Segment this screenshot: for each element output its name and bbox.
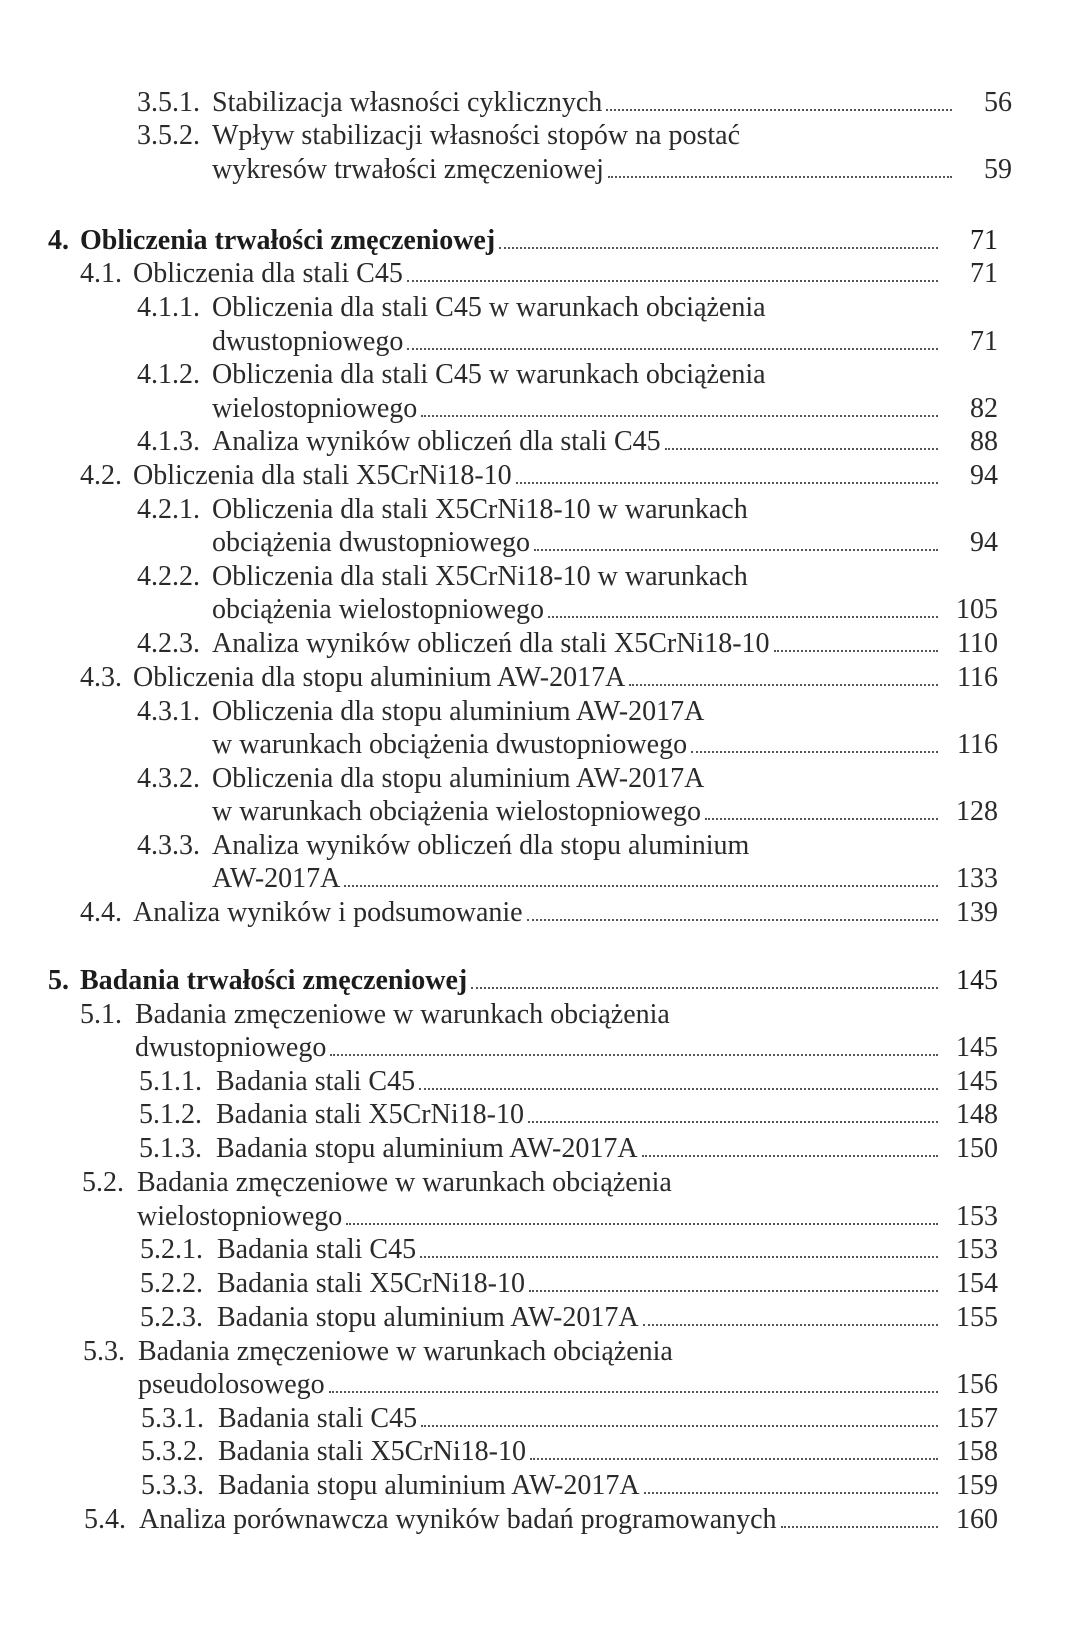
dot-leader bbox=[516, 482, 938, 484]
toc-entry-3-5-2-num: 3.5.2. bbox=[137, 120, 200, 151]
toc-page-number: 88 bbox=[970, 426, 998, 457]
toc-entry-4-3-3-num: 4.3.3. bbox=[137, 830, 200, 861]
toc-page-number: 157 bbox=[956, 1403, 998, 1434]
toc-entry-title: wielostopniowego bbox=[137, 1201, 343, 1232]
toc-entry-5-4[interactable] bbox=[139, 1503, 998, 1537]
toc-entry-4-2-1-title-line1: Obliczenia dla stali X5CrNi18-10 w warunkach bbox=[212, 494, 748, 525]
dot-leader bbox=[421, 1425, 938, 1427]
dot-leader bbox=[643, 1324, 938, 1326]
toc-entry-title: wykresów trwałości zmęczeniowej bbox=[212, 154, 604, 185]
dot-leader bbox=[629, 684, 938, 686]
toc-entry-title: Badania stali C45 bbox=[217, 1234, 417, 1265]
dot-leader bbox=[407, 348, 938, 350]
toc-entry-5-3-1-num: 5.3.1. bbox=[141, 1403, 204, 1434]
toc-entry-5-4-num: 5.4. bbox=[84, 1504, 126, 1535]
toc-entry-title: Analiza wyników obliczeń dla stali X5CrNi18-10 bbox=[212, 628, 770, 659]
toc-entry-4-1-num: 4.1. bbox=[80, 258, 122, 289]
toc-entry-5-1-1[interactable] bbox=[216, 1065, 998, 1099]
toc-entry-title: Obliczenia trwałości zmęczeniowej bbox=[80, 225, 496, 256]
toc-entry-title: dwustopniowego bbox=[135, 1032, 327, 1063]
toc-entry-title: Analiza porównawcza wyników badań programowanych bbox=[139, 1504, 777, 1535]
toc-entry-5-1-3-num: 5.1.3. bbox=[139, 1133, 202, 1164]
toc-entry-5-2-3-num: 5.2.3. bbox=[140, 1302, 203, 1333]
toc-entry-4-2-3[interactable] bbox=[212, 627, 998, 661]
toc-entry-title: Badania stopu aluminium AW-2017A bbox=[218, 1470, 640, 1501]
toc-page-number: 150 bbox=[956, 1133, 998, 1164]
toc-entry-title: w warunkach obciążenia wielostopniowego bbox=[212, 796, 702, 827]
toc-entry-title: Obliczenia dla stali C45 bbox=[133, 258, 403, 289]
toc-entry-4-3-2-num: 4.3.2. bbox=[137, 763, 200, 794]
dot-leader bbox=[330, 1054, 938, 1056]
dot-leader bbox=[705, 818, 938, 820]
toc-entry-4-2-1-num: 4.2.1. bbox=[137, 494, 200, 525]
toc-entry-title: Badania stali X5CrNi18-10 bbox=[218, 1436, 526, 1467]
dot-leader bbox=[781, 1526, 938, 1528]
toc-entry-3-5-1-num: 3.5.1. bbox=[137, 87, 200, 118]
toc-entry-title: Badania stali C45 bbox=[216, 1066, 416, 1097]
dot-leader bbox=[530, 1458, 938, 1460]
toc-entry-title: dwustopniowego bbox=[212, 326, 404, 357]
toc-entry-4-2-num: 4.2. bbox=[80, 460, 122, 491]
toc-entry-4-3-2-title-line1: Obliczenia dla stopu aluminium AW-2017A bbox=[212, 763, 705, 794]
toc-entry-3-5-2-title-line1: Wpływ stabilizacji własności stopów na postać bbox=[212, 120, 740, 151]
toc-entry-title: obciążenia dwustopniowego bbox=[212, 527, 531, 558]
toc-page-number: 133 bbox=[956, 863, 998, 894]
toc-entry-5-3-1[interactable] bbox=[218, 1402, 998, 1436]
toc-entry-5-3-3[interactable] bbox=[218, 1469, 998, 1503]
toc-entry-5-2-title-line1: Badania zmęczeniowe w warunkach obciążenia bbox=[137, 1167, 672, 1198]
toc-page-number: 145 bbox=[956, 1032, 998, 1063]
dot-leader bbox=[407, 280, 938, 282]
toc-entry-5-3-2-num: 5.3.2. bbox=[141, 1436, 204, 1467]
toc-entry-5-2-2-num: 5.2.2. bbox=[140, 1268, 203, 1299]
dot-leader bbox=[419, 1088, 938, 1090]
toc-chapter-4-num: 4. bbox=[48, 225, 69, 256]
toc-entry-4-2-3-num: 4.2.3. bbox=[137, 628, 200, 659]
toc-entry-5-1-1-num: 5.1.1. bbox=[139, 1066, 202, 1097]
toc-entry-5-1[interactable] bbox=[135, 1031, 998, 1065]
toc-entry-title: obciążenia wielostopniowego bbox=[212, 594, 545, 625]
toc-entry-4-3-1-title-line1: Obliczenia dla stopu aluminium AW-2017A bbox=[212, 696, 705, 727]
toc-page-number: 128 bbox=[956, 796, 998, 827]
toc-page-number: 145 bbox=[956, 965, 998, 996]
toc-entry-4-1-1[interactable] bbox=[212, 325, 998, 359]
toc-entry-title: wielostopniowego bbox=[212, 393, 418, 424]
toc-entry-5-1-num: 5.1. bbox=[80, 999, 122, 1030]
toc-entry-4-3-1[interactable] bbox=[212, 728, 998, 762]
toc-chapter-5[interactable] bbox=[80, 964, 998, 998]
toc-entry-5-1-2[interactable] bbox=[216, 1098, 998, 1132]
toc-chapter-4[interactable] bbox=[80, 224, 998, 258]
toc-page-number: 154 bbox=[956, 1268, 998, 1299]
toc-page-number: 71 bbox=[970, 225, 998, 256]
toc-entry-5-3-3-num: 5.3.3. bbox=[141, 1470, 204, 1501]
toc-entry-title: Badania stopu aluminium AW-2017A bbox=[216, 1133, 638, 1164]
toc-entry-4-3-3-title-line1: Analiza wyników obliczeń dla stopu aluminium bbox=[212, 830, 750, 861]
dot-leader bbox=[529, 1290, 938, 1292]
dot-leader bbox=[471, 987, 938, 989]
toc-entry-title: Obliczenia dla stopu aluminium AW-2017A bbox=[133, 662, 626, 693]
toc-entry-5-3-num: 5.3. bbox=[83, 1336, 125, 1367]
toc-page-number: 56 bbox=[984, 87, 1012, 118]
toc-entry-title: Badania stali X5CrNi18-10 bbox=[216, 1099, 524, 1130]
toc-entry-4-1-1-title-line1: Obliczenia dla stali C45 w warunkach obciążenia bbox=[212, 292, 766, 323]
toc-page-number: 116 bbox=[957, 729, 998, 760]
toc-entry-4-1-2[interactable] bbox=[212, 392, 998, 426]
toc-page-number: 71 bbox=[970, 258, 998, 289]
toc-entry-4-1[interactable] bbox=[133, 257, 998, 291]
toc-page-number: 158 bbox=[956, 1436, 998, 1467]
toc-entry-4-2-1[interactable] bbox=[212, 526, 998, 560]
toc-page-number: 153 bbox=[956, 1234, 998, 1265]
dot-leader bbox=[608, 176, 952, 178]
dot-leader bbox=[528, 1121, 938, 1123]
toc-entry-4-3-num: 4.3. bbox=[80, 662, 122, 693]
toc-entry-title: Badania stali C45 bbox=[218, 1403, 418, 1434]
toc-page-number: 148 bbox=[956, 1099, 998, 1130]
dot-leader bbox=[346, 1223, 938, 1225]
toc-entry-4-3[interactable] bbox=[133, 661, 998, 695]
toc-page-number: 110 bbox=[957, 628, 998, 659]
toc-entry-4-4-num: 4.4. bbox=[80, 897, 122, 928]
toc-page-number: 94 bbox=[970, 527, 998, 558]
toc-page-number: 159 bbox=[956, 1470, 998, 1501]
toc-entry-4-1-2-title-line1: Obliczenia dla stali C45 w warunkach obciążenia bbox=[212, 359, 766, 390]
toc-chapter-5-num: 5. bbox=[48, 965, 69, 996]
toc-entry-4-1-1-num: 4.1.1. bbox=[137, 292, 200, 323]
dot-leader bbox=[527, 919, 938, 921]
dot-leader bbox=[534, 549, 938, 551]
toc-entry-5-2-2[interactable] bbox=[217, 1267, 998, 1301]
toc-entry-5-2-num: 5.2. bbox=[82, 1167, 124, 1198]
toc-entry-4-3-2[interactable] bbox=[212, 795, 998, 829]
toc-entry-5-2-1-num: 5.2.1. bbox=[140, 1234, 203, 1265]
toc-entry-5-1-title-line1: Badania zmęczeniowe w warunkach obciążenia bbox=[135, 999, 670, 1030]
dot-leader bbox=[421, 415, 938, 417]
dot-leader bbox=[642, 1155, 938, 1157]
toc-page-number: 59 bbox=[984, 154, 1012, 185]
dot-leader bbox=[665, 448, 938, 450]
toc-page-number: 145 bbox=[956, 1066, 998, 1097]
toc-entry-5-1-2-num: 5.1.2. bbox=[139, 1099, 202, 1130]
dot-leader bbox=[548, 616, 938, 618]
dot-leader bbox=[691, 751, 938, 753]
toc-entry-title: Stabilizacja własności cyklicznych bbox=[212, 87, 603, 118]
toc-page-number: 156 bbox=[956, 1369, 998, 1400]
dot-leader bbox=[329, 1391, 938, 1393]
dot-leader bbox=[420, 1256, 938, 1258]
dot-leader bbox=[499, 247, 938, 249]
toc-entry-title: Obliczenia dla stali X5CrNi18-10 bbox=[133, 460, 512, 491]
toc-entry-4-1-3[interactable] bbox=[212, 425, 998, 459]
toc-entry-5-3[interactable] bbox=[138, 1368, 998, 1402]
toc-entry-4-2-2-title-line1: Obliczenia dla stali X5CrNi18-10 w warunkach bbox=[212, 561, 748, 592]
toc-page-number: 160 bbox=[956, 1504, 998, 1535]
toc-entry-title: AW-2017A bbox=[212, 863, 341, 894]
toc-entry-4-3-1-num: 4.3.1. bbox=[137, 696, 200, 727]
dot-leader bbox=[644, 1492, 938, 1494]
toc-entry-4-1-3-num: 4.1.3. bbox=[137, 426, 200, 457]
toc-entry-title: Badania trwałości zmęczeniowej bbox=[80, 965, 468, 996]
toc-entry-title: Badania stopu aluminium AW-2017A bbox=[217, 1302, 639, 1333]
toc-page-number: 153 bbox=[956, 1201, 998, 1232]
toc-entry-title: Analiza wyników i podsumowanie bbox=[133, 897, 523, 928]
toc-page-number: 82 bbox=[970, 393, 998, 424]
dot-leader bbox=[344, 885, 938, 887]
toc-entry-title: w warunkach obciążenia dwustopniowego bbox=[212, 729, 688, 760]
toc-page-number: 116 bbox=[957, 662, 998, 693]
toc-entry-3-5-1[interactable] bbox=[212, 86, 1012, 120]
dot-leader bbox=[774, 650, 938, 652]
toc-page-number: 139 bbox=[956, 897, 998, 928]
toc-entry-3-5-2[interactable] bbox=[212, 153, 1012, 187]
toc-entry-5-2-3[interactable] bbox=[217, 1301, 998, 1335]
toc-entry-5-3-title-line1: Badania zmęczeniowe w warunkach obciążenia bbox=[138, 1336, 673, 1367]
toc-entry-5-3-2[interactable] bbox=[218, 1435, 998, 1469]
toc-entry-4-2[interactable] bbox=[133, 459, 998, 493]
toc-page-number: 105 bbox=[956, 594, 998, 625]
toc-page-number: 155 bbox=[956, 1302, 998, 1333]
toc-entry-4-2-2-num: 4.2.2. bbox=[137, 561, 200, 592]
toc-entry-title: Analiza wyników obliczeń dla stali C45 bbox=[212, 426, 661, 457]
toc-page-number: 71 bbox=[970, 326, 998, 357]
toc-entry-title: Badania stali X5CrNi18-10 bbox=[217, 1268, 525, 1299]
toc-page-number: 94 bbox=[970, 460, 998, 491]
toc-entry-5-2-1[interactable] bbox=[217, 1233, 998, 1267]
toc-entry-4-2-2[interactable] bbox=[212, 593, 998, 627]
dot-leader bbox=[606, 109, 952, 111]
toc-entry-4-3-3[interactable] bbox=[212, 862, 998, 896]
toc-entry-title: pseudolosowego bbox=[138, 1369, 325, 1400]
toc-entry-5-1-3[interactable] bbox=[216, 1132, 998, 1166]
toc-entry-4-1-2-num: 4.1.2. bbox=[137, 359, 200, 390]
toc-entry-4-4[interactable] bbox=[133, 896, 998, 930]
toc-entry-5-2[interactable] bbox=[137, 1200, 998, 1234]
